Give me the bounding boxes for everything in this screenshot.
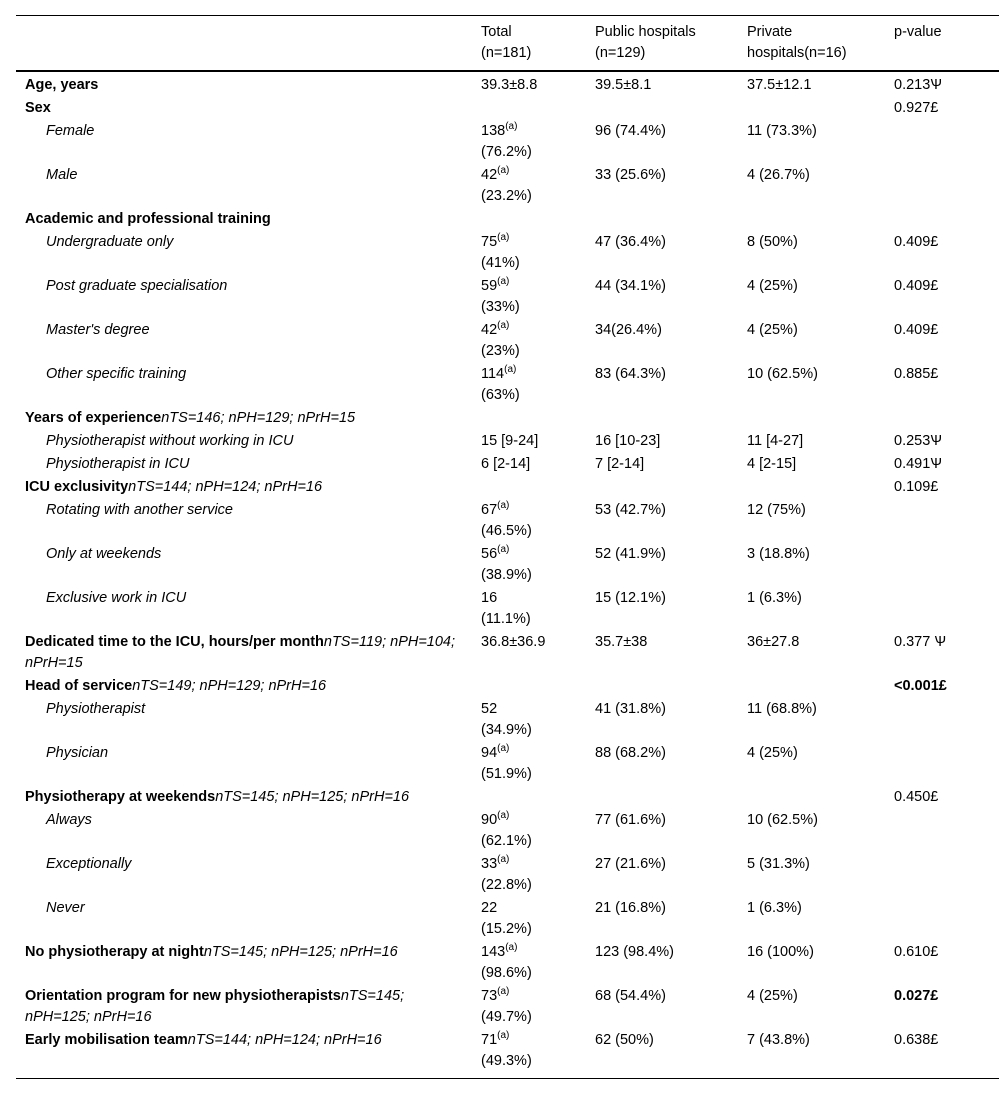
row-label <box>16 675 472 698</box>
p-value-cell <box>885 208 999 231</box>
p-value-cell: 0.213Ѱ <box>894 77 942 93</box>
total-cell: 36.8±36.9 <box>481 634 546 650</box>
private-cell: 11 (73.3%) <box>747 123 817 139</box>
p-value-cell: 0.885£ <box>894 366 939 382</box>
header-text: Public hospitals <box>595 24 696 40</box>
row-orientation <box>16 985 999 1029</box>
row-physio-weekends <box>16 786 999 809</box>
row-head-physician <box>16 742 999 786</box>
footnote-marker: (a) <box>497 276 510 288</box>
row-postgraduate <box>16 275 999 319</box>
row-label <box>16 631 472 675</box>
p-value-cell: 0.491Ѱ <box>894 456 942 472</box>
row-exceptionally <box>16 853 999 897</box>
total-cell: 138$^{(a)}$ (76.2%) <box>481 121 532 160</box>
total-cell: 90$^{(a)}$ (62.1%) <box>481 810 532 849</box>
row-label: Always <box>46 812 92 828</box>
p-value-cell <box>885 742 999 786</box>
header-text: hospitals(n=16) <box>747 45 847 61</box>
row-label-text: ICU exclusivity <box>25 479 129 495</box>
row-label-text: Age, years <box>25 77 99 93</box>
row-label: Never <box>46 900 85 916</box>
row-label: Male <box>46 167 78 183</box>
row-rotating <box>16 499 999 543</box>
public-cell: 83 (64.3%) <box>595 366 666 382</box>
row-label: Female <box>46 123 95 139</box>
total-cell: 6 [2-14] <box>481 456 531 472</box>
row-label: Physiotherapist in ICU <box>46 456 190 472</box>
private-cell: 5 (31.3%) <box>747 856 810 872</box>
total-cell: 42$^{(a)}$ (23%) <box>481 320 520 359</box>
public-cell: 21 (16.8%) <box>595 900 666 916</box>
p-value-cell: 0.409£ <box>894 278 939 294</box>
row-label <box>16 941 472 985</box>
public-cell: 68 (54.4%) <box>595 988 666 1004</box>
public-cell: 47 (36.4%) <box>595 234 666 250</box>
header-text: (n=129) <box>595 45 646 61</box>
total-cell <box>472 476 586 499</box>
public-cell: 35.7±38 <box>595 634 648 650</box>
private-cell: 10 (62.5%) <box>747 366 818 382</box>
public-cell: 41 (31.8%) <box>595 701 666 717</box>
footnote-marker: (a) <box>497 986 510 998</box>
row-label-text: No physiotherapy at night <box>25 944 204 960</box>
row-exclusive-icu <box>16 587 999 631</box>
private-cell: 4 [2-15] <box>747 456 797 472</box>
header-private <box>738 16 885 72</box>
row-always <box>16 809 999 853</box>
private-cell: 4 (26.7%) <box>747 167 810 183</box>
footnote-marker: (a) <box>497 743 510 755</box>
total-cell: 75$^{(a)}$ (41%) <box>481 232 520 271</box>
row-sample-note: nTS=145; nPH=125; nPrH=16 <box>203 944 398 960</box>
private-cell: 4 (25%) <box>747 278 798 294</box>
p-value-cell: 0.610£ <box>894 944 939 960</box>
row-exp-no-icu <box>16 430 999 453</box>
total-cell: 15 [9-24] <box>481 433 539 449</box>
private-cell: 37.5±12.1 <box>747 77 812 93</box>
private-cell: 1 (6.3%) <box>747 590 802 606</box>
p-value-cell <box>885 897 999 941</box>
p-value-cell <box>885 809 999 853</box>
row-female <box>16 120 999 164</box>
row-head-physiotherapist <box>16 698 999 742</box>
p-value-cell: 0.377 Ѱ <box>894 634 946 650</box>
row-label <box>16 208 472 231</box>
public-cell <box>586 208 738 231</box>
row-label <box>16 985 472 1029</box>
row-label-text: Early mobilisation team <box>25 1032 188 1048</box>
characteristics-table <box>16 15 999 1079</box>
row-label <box>16 407 472 430</box>
p-value-cell <box>885 164 999 208</box>
total-cell <box>472 97 586 120</box>
header-p-value <box>885 16 999 72</box>
p-value-cell <box>885 543 999 587</box>
row-label: Physician <box>46 745 109 761</box>
row-label-text: Orientation program for new physiotherapists <box>25 988 341 1004</box>
private-cell: 4 (25%) <box>747 322 798 338</box>
row-label <box>16 1029 472 1079</box>
row-label: Post graduate specialisation <box>46 278 228 294</box>
p-value-cell <box>885 499 999 543</box>
footnote-marker: (a) <box>497 854 510 866</box>
row-head-of-service <box>16 675 999 698</box>
public-cell: 16 [10-23] <box>595 433 661 449</box>
p-value-cell <box>885 853 999 897</box>
private-cell: 4 (25%) <box>747 745 798 761</box>
public-cell: 96 (74.4%) <box>595 123 666 139</box>
private-cell: 1 (6.3%) <box>747 900 802 916</box>
row-label: Other specific training <box>46 366 187 382</box>
private-cell: 8 (50%) <box>747 234 798 250</box>
header-total <box>472 16 586 72</box>
private-cell: 7 (43.8%) <box>747 1032 810 1048</box>
total-cell: 143$^{(a)}$ (98.6%) <box>481 942 532 981</box>
p-value-cell: 0.253Ѱ <box>894 433 942 449</box>
row-label: Rotating with another service <box>46 502 233 518</box>
public-cell: 44 (34.1%) <box>595 278 666 294</box>
p-value-cell <box>885 120 999 164</box>
row-age <box>16 71 999 97</box>
row-sample-note: nTS=146; nPH=129; nPrH=15 <box>161 410 356 426</box>
row-sample-note: nTS=145; nPH=125; nPrH=16 <box>25 988 405 1025</box>
footnote-marker: (a) <box>504 364 517 376</box>
public-cell: 53 (42.7%) <box>595 502 666 518</box>
row-never <box>16 897 999 941</box>
row-sample-note: nTS=145; nPH=125; nPrH=16 <box>215 789 410 805</box>
total-cell: 33$^{(a)}$ (22.8%) <box>481 854 532 893</box>
public-cell: 52 (41.9%) <box>595 546 666 562</box>
public-cell <box>586 476 738 499</box>
row-early-mobilisation <box>16 1029 999 1079</box>
public-cell: 27 (21.6%) <box>595 856 666 872</box>
public-cell <box>586 407 738 430</box>
row-weekends-only <box>16 543 999 587</box>
row-label-text: Academic and professional training <box>25 211 271 227</box>
p-value-cell: 0.027£ <box>894 988 939 1004</box>
total-cell: 67$^{(a)}$ (46.5%) <box>481 500 532 539</box>
row-other-training <box>16 363 999 407</box>
total-cell <box>472 208 586 231</box>
row-exp-icu <box>16 453 999 476</box>
public-cell: 15 (12.1%) <box>595 590 666 606</box>
row-label-text: Physiotherapy at weekends <box>25 789 216 805</box>
total-cell <box>472 786 586 809</box>
public-cell: 77 (61.6%) <box>595 812 666 828</box>
row-sample-note: nTS=119; nPH=104; nPrH=15 <box>25 634 456 671</box>
total-cell: 59$^{(a)}$ (33%) <box>481 276 520 315</box>
private-cell <box>738 786 885 809</box>
public-cell: 7 [2-14] <box>595 456 645 472</box>
row-label <box>16 71 472 97</box>
row-label: Undergraduate only <box>46 234 174 250</box>
total-cell <box>472 407 586 430</box>
private-cell: 16 (100%) <box>747 944 814 960</box>
footnote-marker: (a) <box>497 1030 510 1042</box>
row-sample-note: nTS=149; nPH=129; nPrH=16 <box>132 678 327 694</box>
total-cell: 16 (11.1%) <box>481 590 531 627</box>
row-label <box>16 476 472 499</box>
header-text: (n=181) <box>481 45 532 61</box>
p-value-cell <box>885 587 999 631</box>
row-dedicated-time <box>16 631 999 675</box>
total-cell: 114$^{(a)}$ (63%) <box>481 364 520 403</box>
private-cell: 4 (25%) <box>747 988 798 1004</box>
public-cell: 88 (68.2%) <box>595 745 666 761</box>
row-icu-exclusivity <box>16 476 999 499</box>
private-cell: 11 [4-27] <box>747 433 804 449</box>
table-body <box>16 71 999 1079</box>
total-cell: 52 (34.9%) <box>481 701 532 738</box>
row-label: Physiotherapist without working in ICU <box>46 433 294 449</box>
footnote-marker: (a) <box>497 544 510 556</box>
row-experience <box>16 407 999 430</box>
header-text: Private <box>747 24 793 40</box>
public-cell <box>586 675 738 698</box>
p-value-cell: 0.450£ <box>894 789 939 805</box>
total-cell: 73$^{(a)}$ (49.7%) <box>481 986 532 1025</box>
row-label <box>16 786 472 809</box>
row-no-night <box>16 941 999 985</box>
private-cell <box>738 476 885 499</box>
total-cell <box>472 675 586 698</box>
public-cell: 34(26.4%) <box>595 322 662 338</box>
row-label: Exclusive work in ICU <box>46 590 187 606</box>
row-label: Master's degree <box>46 322 150 338</box>
row-label: Physiotherapist <box>46 701 146 717</box>
p-value-cell: 0.927£ <box>894 100 939 116</box>
header-label <box>16 16 472 72</box>
footnote-marker: (a) <box>497 500 510 512</box>
row-label-text: Head of service <box>25 678 133 694</box>
total-cell: 56$^{(a)}$ (38.9%) <box>481 544 532 583</box>
row-label-text: Dedicated time to the ICU, hours/per month <box>25 634 324 650</box>
public-cell <box>586 97 738 120</box>
p-value-cell: <0.001£ <box>894 678 947 694</box>
p-value-cell: 0.409£ <box>894 234 939 250</box>
total-cell: 94$^{(a)}$ (51.9%) <box>481 743 532 782</box>
header-text: p-value <box>894 24 942 40</box>
public-cell: 39.5±8.1 <box>595 77 652 93</box>
row-label: Only at weekends <box>46 546 162 562</box>
header-row <box>16 16 999 72</box>
row-label-text: Years of experience <box>25 410 162 426</box>
row-label-text: Sex <box>25 100 51 116</box>
public-cell: 62 (50%) <box>595 1032 654 1048</box>
public-cell <box>586 786 738 809</box>
public-cell: 33 (25.6%) <box>595 167 666 183</box>
footnote-marker: (a) <box>505 942 518 954</box>
footnote-marker: (a) <box>497 320 510 332</box>
row-sample-note: nTS=144; nPH=124; nPrH=16 <box>128 479 323 495</box>
private-cell: 3 (18.8%) <box>747 546 810 562</box>
row-masters <box>16 319 999 363</box>
p-value-cell: 0.109£ <box>894 479 939 495</box>
total-cell: 22 (15.2%) <box>481 900 532 937</box>
header-text: Total <box>481 24 512 40</box>
p-value-cell <box>885 698 999 742</box>
p-value-cell: 0.409£ <box>894 322 939 338</box>
row-male <box>16 164 999 208</box>
private-cell: 10 (62.5%) <box>747 812 818 828</box>
footnote-marker: (a) <box>497 232 510 244</box>
row-academic <box>16 208 999 231</box>
private-cell <box>738 97 885 120</box>
private-cell: 11 (68.8%) <box>747 701 817 717</box>
private-cell <box>738 407 885 430</box>
row-label: Exceptionally <box>46 856 132 872</box>
private-cell <box>738 208 885 231</box>
total-cell: 39.3±8.8 <box>481 77 538 93</box>
row-label <box>16 97 472 120</box>
footnote-marker: (a) <box>497 810 510 822</box>
row-undergraduate <box>16 231 999 275</box>
total-cell: 71$^{(a)}$ (49.3%) <box>481 1030 532 1069</box>
header-public <box>586 16 738 72</box>
row-sample-note: nTS=144; nPH=124; nPrH=16 <box>187 1032 382 1048</box>
footnote-marker: (a) <box>505 121 518 133</box>
p-value-cell: 0.638£ <box>894 1032 939 1048</box>
public-cell: 123 (98.4%) <box>595 944 674 960</box>
private-cell: 12 (75%) <box>747 502 806 518</box>
total-cell: 42$^{(a)}$ (23.2%) <box>481 165 532 204</box>
footnote-marker: (a) <box>497 165 510 177</box>
private-cell: 36±27.8 <box>747 634 800 650</box>
p-value-cell <box>885 407 999 430</box>
private-cell <box>738 675 885 698</box>
row-sex <box>16 97 999 120</box>
